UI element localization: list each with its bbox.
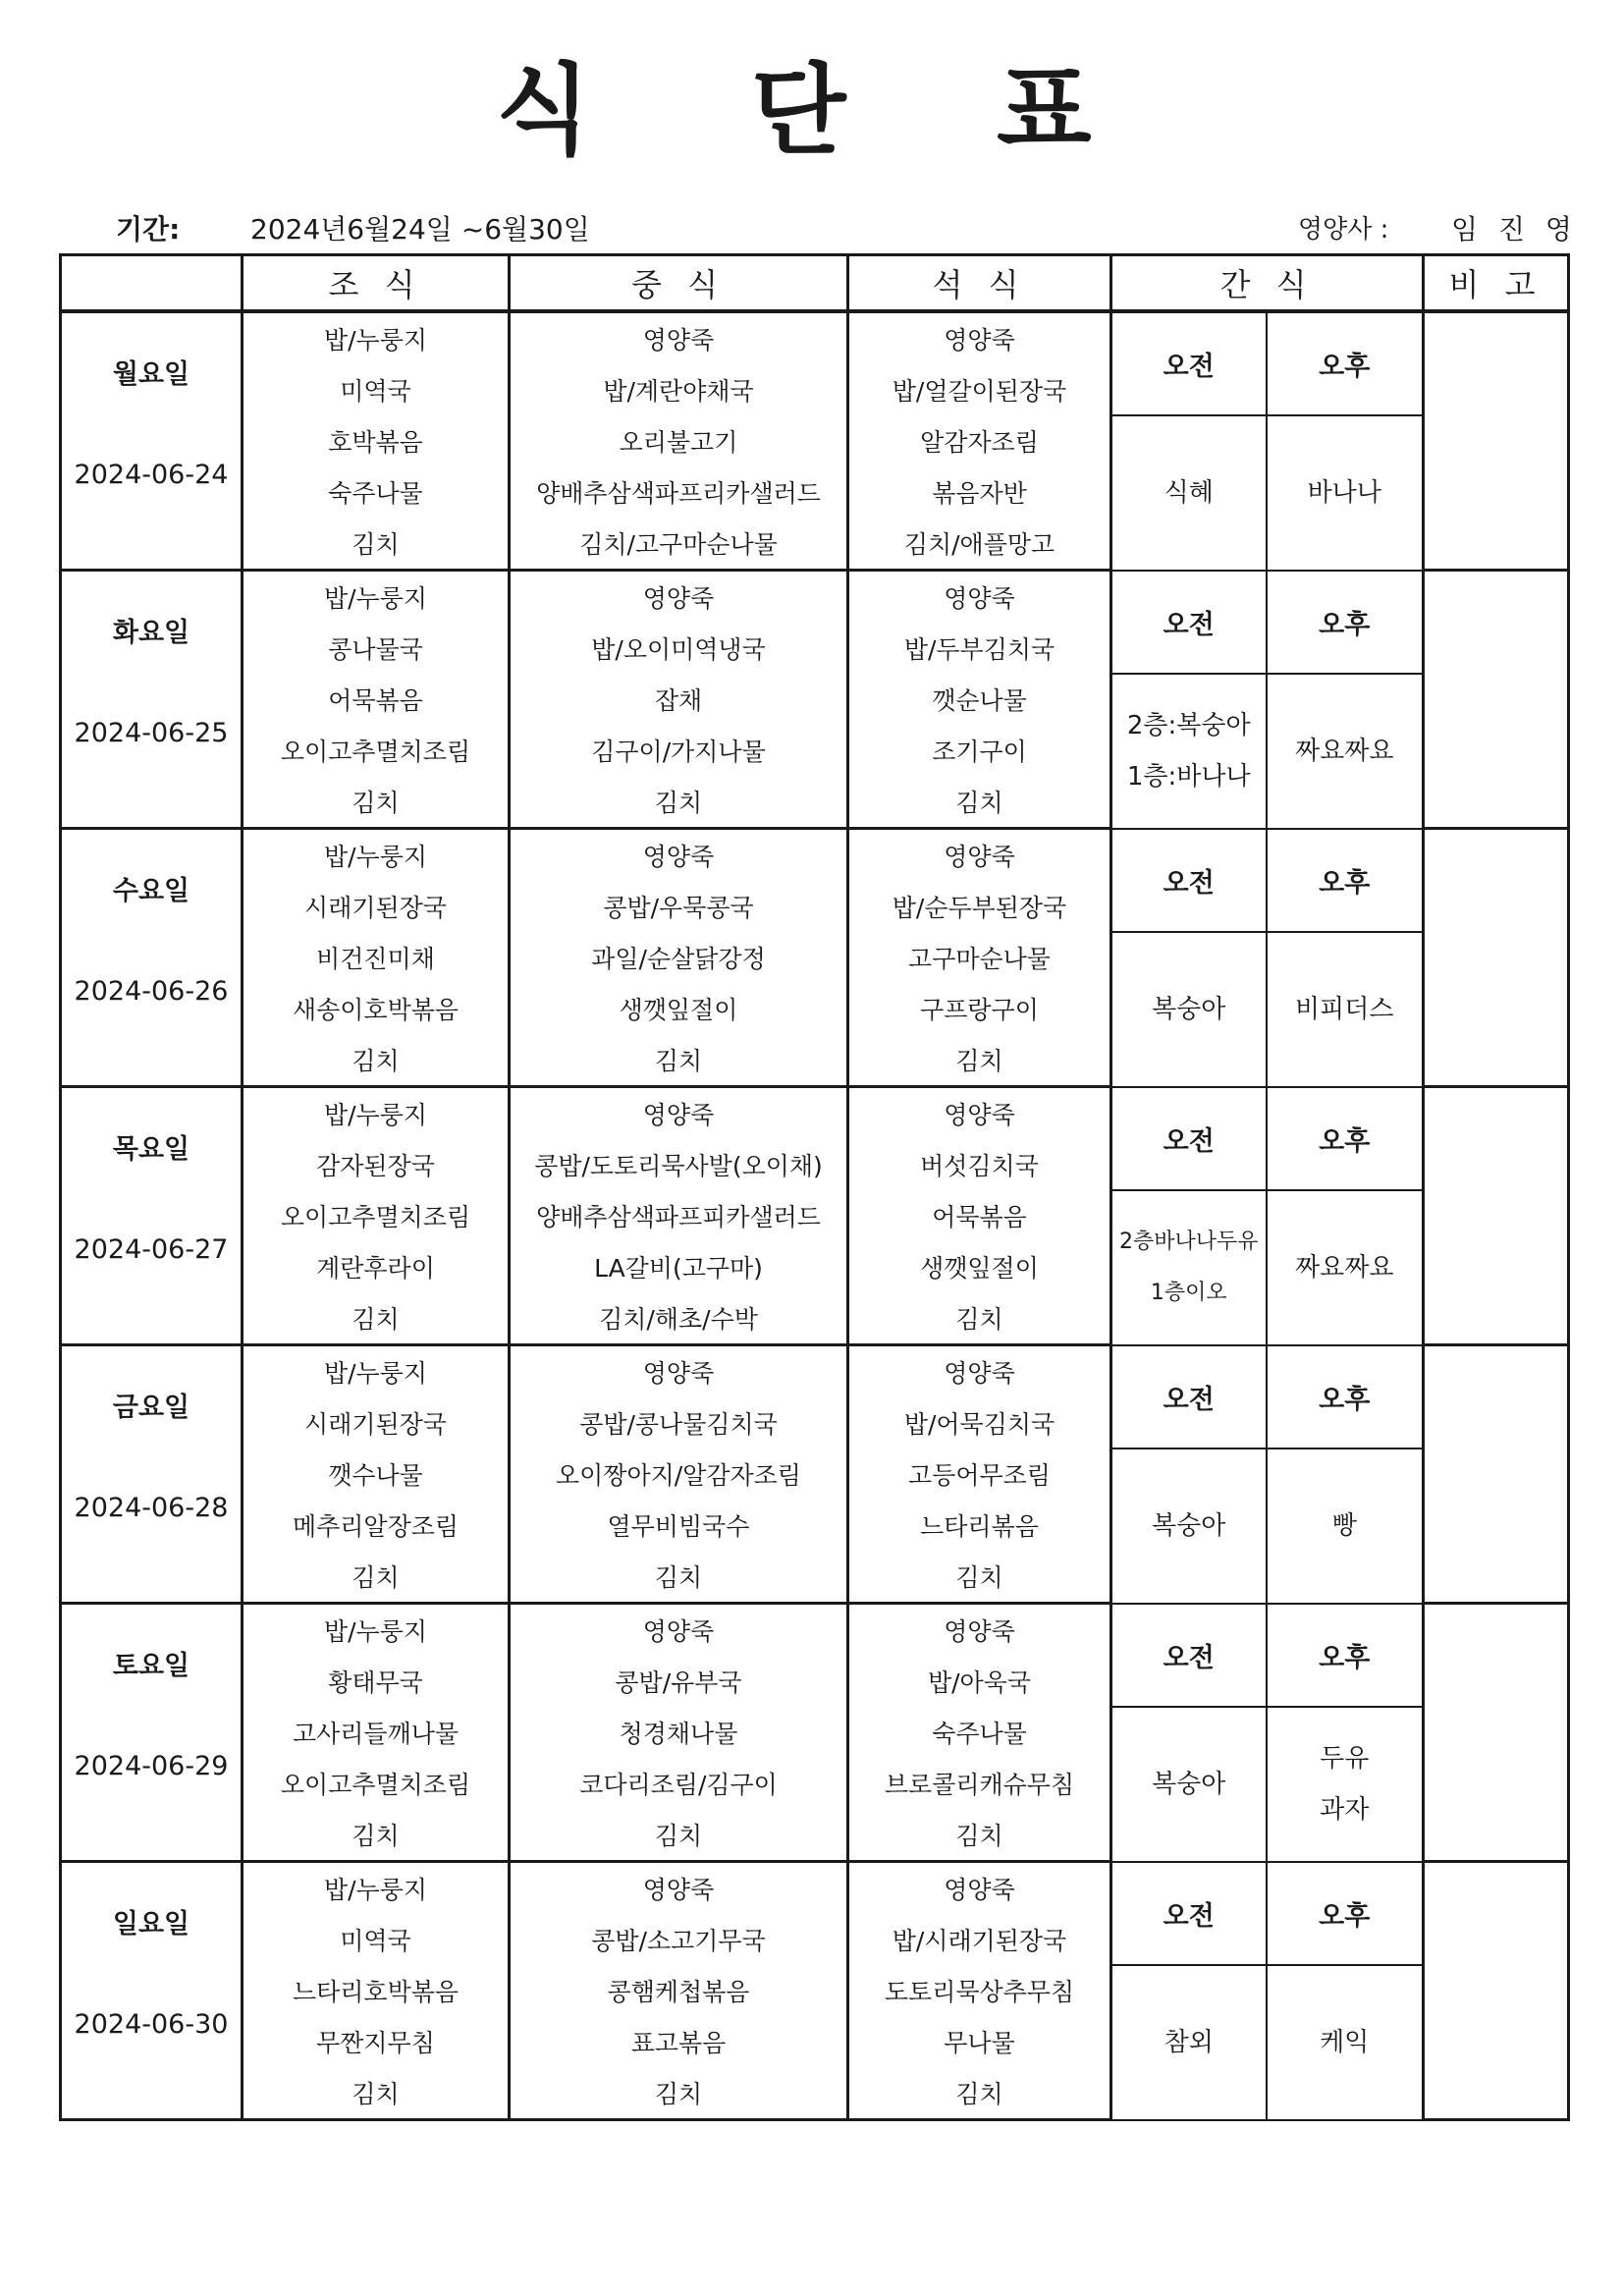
day-cell <box>61 571 243 829</box>
snack-pm-item <box>1267 674 1424 829</box>
dinner-item: 영양죽 <box>848 1862 1111 1915</box>
dinner-item: 영양죽 <box>848 1604 1111 1657</box>
header-day <box>61 255 243 312</box>
menu-row <box>61 311 1569 364</box>
breakfast-item: 메추리알장조림 <box>243 1500 510 1551</box>
lunch-item: 양배추삼색파프리카샐러드 <box>510 466 848 518</box>
lunch-item: 영양죽 <box>510 571 848 624</box>
snack-am-item <box>1111 1965 1267 2120</box>
lunch-item: 오이짱아지/알감자조림 <box>510 1449 848 1500</box>
snack-pm-item <box>1267 1707 1424 1862</box>
header-snack: 간 식 <box>1111 255 1424 312</box>
menu-row <box>61 1087 1569 1140</box>
dinner-item: 영양죽 <box>848 1345 1111 1398</box>
note-cell <box>1424 829 1569 1087</box>
day-cell <box>61 1604 243 1862</box>
lunch-item: 김치 <box>510 1551 848 1604</box>
snack-am-item <box>1111 932 1267 1087</box>
lunch-item: 콩밥/콩나물김치국 <box>510 1397 848 1449</box>
menu-row <box>61 1449 1569 1500</box>
title-char-1: 식 <box>496 53 591 168</box>
dinner-item: 고구마순나물 <box>848 932 1111 983</box>
snack-line: 복숭아 <box>1152 994 1226 1024</box>
snack-line: 짜요짜요 <box>1295 736 1394 766</box>
lunch-item: LA갈비(고구마) <box>510 1241 848 1292</box>
dinner-item: 알감자조림 <box>848 415 1111 466</box>
snack-am-header: 오전 <box>1111 311 1267 415</box>
note-cell <box>1424 311 1569 571</box>
breakfast-item: 김치 <box>243 2067 510 2120</box>
snack-am-item <box>1111 415 1267 571</box>
day-cell <box>61 311 243 571</box>
menu-table <box>59 253 1570 2121</box>
breakfast-item: 무짠지무침 <box>243 2016 510 2067</box>
breakfast-item: 새송이호박볶음 <box>243 983 510 1034</box>
day-name: 금요일 <box>112 1393 190 1423</box>
header-lunch: 중 식 <box>510 255 848 312</box>
lunch-item: 밥/오이미역냉국 <box>510 623 848 674</box>
dinner-item: 밥/어묵김치국 <box>848 1397 1111 1449</box>
menu-row <box>61 1604 1569 1657</box>
day-date: 2024-06-29 <box>74 1751 229 1781</box>
lunch-item: 생깻잎절이 <box>510 983 848 1034</box>
breakfast-item: 밥/누룽지 <box>243 1345 510 1398</box>
lunch-item: 콩밥/소고기무국 <box>510 1914 848 1965</box>
breakfast-item: 느타리호박볶음 <box>243 1965 510 2016</box>
breakfast-item: 김치 <box>243 1292 510 1345</box>
dinner-item: 김치 <box>848 1292 1111 1345</box>
breakfast-item: 오이고추멸치조림 <box>243 1758 510 1809</box>
dinner-item: 깻순나물 <box>848 674 1111 725</box>
snack-pm-item <box>1267 1965 1424 2120</box>
lunch-item: 영양죽 <box>510 311 848 364</box>
breakfast-item: 밥/누룽지 <box>243 571 510 624</box>
snack-am-header: 오전 <box>1111 571 1267 675</box>
breakfast-item: 미역국 <box>243 364 510 415</box>
lunch-item: 영양죽 <box>510 1604 848 1657</box>
breakfast-item: 밥/누룽지 <box>243 1087 510 1140</box>
lunch-item: 열무비빔국수 <box>510 1500 848 1551</box>
snack-am-item <box>1111 1707 1267 1862</box>
menu-row <box>61 1190 1569 1241</box>
menu-row <box>61 571 1569 624</box>
period-value: 2024년6월24일 ~6월30일 <box>250 213 590 246</box>
snack-line: 복숭아 <box>1152 1769 1226 1799</box>
menu-row <box>61 674 1569 725</box>
dinner-item: 김치 <box>848 2067 1111 2120</box>
day-date: 2024-06-26 <box>74 976 229 1007</box>
breakfast-item: 오이고추멸치조림 <box>243 1190 510 1241</box>
dinner-item: 김치/애플망고 <box>848 518 1111 571</box>
day-name: 수요일 <box>112 876 190 906</box>
dinner-item: 김치 <box>848 1551 1111 1604</box>
breakfast-item: 밥/누룽지 <box>243 1604 510 1657</box>
breakfast-item: 어묵볶음 <box>243 674 510 725</box>
lunch-item: 영양죽 <box>510 1345 848 1398</box>
snack-line: 바나나 <box>1307 477 1381 508</box>
snack-line: 두유 <box>1320 1743 1370 1774</box>
dinner-item: 버섯김치국 <box>848 1139 1111 1190</box>
note-cell <box>1424 1604 1569 1862</box>
lunch-item: 김치 <box>510 776 848 829</box>
snack-line: 과자 <box>1320 1794 1370 1825</box>
snack-am-header: 오전 <box>1111 1345 1267 1449</box>
snack-line: 1층:바나나 <box>1126 761 1251 792</box>
lunch-item: 김치/고구마순나물 <box>510 518 848 571</box>
day-date: 2024-06-24 <box>74 460 229 490</box>
lunch-item: 표고볶음 <box>510 2016 848 2067</box>
day-date: 2024-06-28 <box>74 1493 229 1523</box>
day-date: 2024-06-27 <box>74 1234 229 1265</box>
snack-am-header: 오전 <box>1111 1087 1267 1191</box>
snack-pm-header: 오후 <box>1267 1345 1424 1449</box>
note-cell <box>1424 1862 1569 2120</box>
meta-row <box>0 208 1623 251</box>
header-breakfast: 조 식 <box>243 255 510 312</box>
dinner-item: 영양죽 <box>848 829 1111 882</box>
dinner-item: 밥/순두부된장국 <box>848 881 1111 932</box>
snack-line: 식혜 <box>1163 477 1214 508</box>
dinner-item: 고등어무조림 <box>848 1449 1111 1500</box>
snack-line: 빵 <box>1331 1510 1357 1541</box>
snack-am-item <box>1111 674 1267 829</box>
day-cell <box>61 1087 243 1345</box>
page-title <box>0 53 1623 168</box>
snack-line: 비피더스 <box>1295 994 1394 1024</box>
dinner-item: 김치 <box>848 1034 1111 1087</box>
day-cell <box>61 1345 243 1604</box>
lunch-item: 김구이/가지나물 <box>510 725 848 776</box>
dinner-item: 느타리볶음 <box>848 1500 1111 1551</box>
snack-line: 2층:복숭아 <box>1126 710 1251 740</box>
snack-line: 2층바나나두유 <box>1118 1229 1259 1254</box>
lunch-item: 김치 <box>510 1034 848 1087</box>
dinner-item: 김치 <box>848 1809 1111 1862</box>
lunch-item: 영양죽 <box>510 829 848 882</box>
dinner-item: 무나물 <box>848 2016 1111 2067</box>
day-name: 월요일 <box>112 359 190 390</box>
menu-row <box>61 415 1569 466</box>
lunch-item: 코다리조림/김구이 <box>510 1758 848 1809</box>
snack-am-item <box>1111 1190 1267 1345</box>
lunch-item: 양배추삼색파프피카샐러드 <box>510 1190 848 1241</box>
note-cell <box>1424 1345 1569 1604</box>
note-cell <box>1424 1087 1569 1345</box>
dinner-item: 김치 <box>848 776 1111 829</box>
breakfast-item: 고사리들깨나물 <box>243 1707 510 1758</box>
period-label: 기간: <box>116 213 181 246</box>
note-cell <box>1424 571 1569 829</box>
snack-am-header: 오전 <box>1111 829 1267 933</box>
dinner-item: 구프랑구이 <box>848 983 1111 1034</box>
day-name: 목요일 <box>112 1134 190 1165</box>
snack-pm-item <box>1267 1449 1424 1604</box>
breakfast-item: 콩나물국 <box>243 623 510 674</box>
snack-pm-item <box>1267 415 1424 571</box>
snack-pm-header: 오후 <box>1267 571 1424 675</box>
dietitian-name: 임 진 영 <box>1451 213 1578 246</box>
breakfast-item: 김치 <box>243 518 510 571</box>
menu-body <box>61 311 1569 2120</box>
snack-pm-header: 오후 <box>1267 311 1424 415</box>
lunch-item: 과일/순살닭강정 <box>510 932 848 983</box>
snack-line: 1층이오 <box>1150 1280 1227 1305</box>
lunch-item: 잡채 <box>510 674 848 725</box>
menu-row <box>61 1965 1569 2016</box>
dinner-item: 어묵볶음 <box>848 1190 1111 1241</box>
day-name: 화요일 <box>112 618 190 648</box>
day-date: 2024-06-30 <box>74 2009 229 2040</box>
menu-row <box>61 829 1569 882</box>
menu-row <box>61 1862 1569 1915</box>
lunch-item: 콩햄케첩볶음 <box>510 1965 848 2016</box>
header-row <box>61 255 1569 312</box>
snack-line: 케익 <box>1320 2027 1370 2057</box>
dinner-item: 브로콜리캐슈무침 <box>848 1758 1111 1809</box>
snack-am-header: 오전 <box>1111 1604 1267 1708</box>
breakfast-item: 황태무국 <box>243 1656 510 1707</box>
menu-row <box>61 1345 1569 1398</box>
breakfast-item: 오이고추멸치조림 <box>243 725 510 776</box>
breakfast-item: 계란후라이 <box>243 1241 510 1292</box>
breakfast-item: 김치 <box>243 1034 510 1087</box>
dinner-item: 영양죽 <box>848 571 1111 624</box>
menu-row <box>61 932 1569 983</box>
snack-pm-header: 오후 <box>1267 1604 1424 1708</box>
breakfast-item: 밥/누룽지 <box>243 1862 510 1915</box>
dinner-item: 밥/아욱국 <box>848 1656 1111 1707</box>
lunch-item: 콩밥/우묵콩국 <box>510 881 848 932</box>
dinner-item: 영양죽 <box>848 311 1111 364</box>
header-dinner: 석 식 <box>848 255 1111 312</box>
dinner-item: 밥/두부김치국 <box>848 623 1111 674</box>
snack-pm-header: 오후 <box>1267 1862 1424 1966</box>
lunch-item: 김치/해초/수박 <box>510 1292 848 1345</box>
day-cell <box>61 829 243 1087</box>
title-char-3: 표 <box>997 53 1092 168</box>
breakfast-item: 김치 <box>243 1551 510 1604</box>
lunch-item: 김치 <box>510 1809 848 1862</box>
dinner-item: 생깻잎절이 <box>848 1241 1111 1292</box>
breakfast-item: 시래기된장국 <box>243 881 510 932</box>
day-name: 일요일 <box>112 1909 190 1940</box>
dinner-item: 볶음자반 <box>848 466 1111 518</box>
breakfast-item: 깻수나물 <box>243 1449 510 1500</box>
menu-row <box>61 1707 1569 1758</box>
dinner-item: 도토리묵상추무침 <box>848 1965 1111 2016</box>
snack-line: 복숭아 <box>1152 1510 1226 1541</box>
snack-pm-item <box>1267 1190 1424 1345</box>
breakfast-item: 밥/누룽지 <box>243 311 510 364</box>
breakfast-item: 김치 <box>243 1809 510 1862</box>
title-char-2: 단 <box>751 53 846 168</box>
day-cell <box>61 1862 243 2120</box>
breakfast-item: 숙주나물 <box>243 466 510 518</box>
snack-line: 참외 <box>1163 2027 1214 2057</box>
lunch-item: 오리불고기 <box>510 415 848 466</box>
breakfast-item: 감자된장국 <box>243 1139 510 1190</box>
day-name: 토요일 <box>112 1651 190 1681</box>
snack-pm-header: 오후 <box>1267 829 1424 933</box>
breakfast-item: 시래기된장국 <box>243 1397 510 1449</box>
dinner-item: 숙주나물 <box>848 1707 1111 1758</box>
snack-pm-header: 오후 <box>1267 1087 1424 1191</box>
dinner-item: 영양죽 <box>848 1087 1111 1140</box>
breakfast-item: 비건진미채 <box>243 932 510 983</box>
lunch-item: 청경채나물 <box>510 1707 848 1758</box>
breakfast-item: 호박볶음 <box>243 415 510 466</box>
snack-am-item <box>1111 1449 1267 1604</box>
breakfast-item: 김치 <box>243 776 510 829</box>
header-note: 비 고 <box>1424 255 1569 312</box>
dinner-item: 조기구이 <box>848 725 1111 776</box>
day-date: 2024-06-25 <box>74 718 229 748</box>
breakfast-item: 밥/누룽지 <box>243 829 510 882</box>
dinner-item: 밥/시래기된장국 <box>848 1914 1111 1965</box>
breakfast-item: 미역국 <box>243 1914 510 1965</box>
snack-pm-item <box>1267 932 1424 1087</box>
lunch-item: 밥/계란야채국 <box>510 364 848 415</box>
lunch-item: 영양죽 <box>510 1862 848 1915</box>
lunch-item: 영양죽 <box>510 1087 848 1140</box>
dietitian-label: 영양사 : <box>1298 215 1389 245</box>
snack-am-header: 오전 <box>1111 1862 1267 1966</box>
snack-line: 짜요짜요 <box>1295 1252 1394 1283</box>
lunch-item: 김치 <box>510 2067 848 2120</box>
lunch-item: 콩밥/유부국 <box>510 1656 848 1707</box>
dinner-item: 밥/얼갈이된장국 <box>848 364 1111 415</box>
lunch-item: 콩밥/도토리묵사발(오이채) <box>510 1139 848 1190</box>
